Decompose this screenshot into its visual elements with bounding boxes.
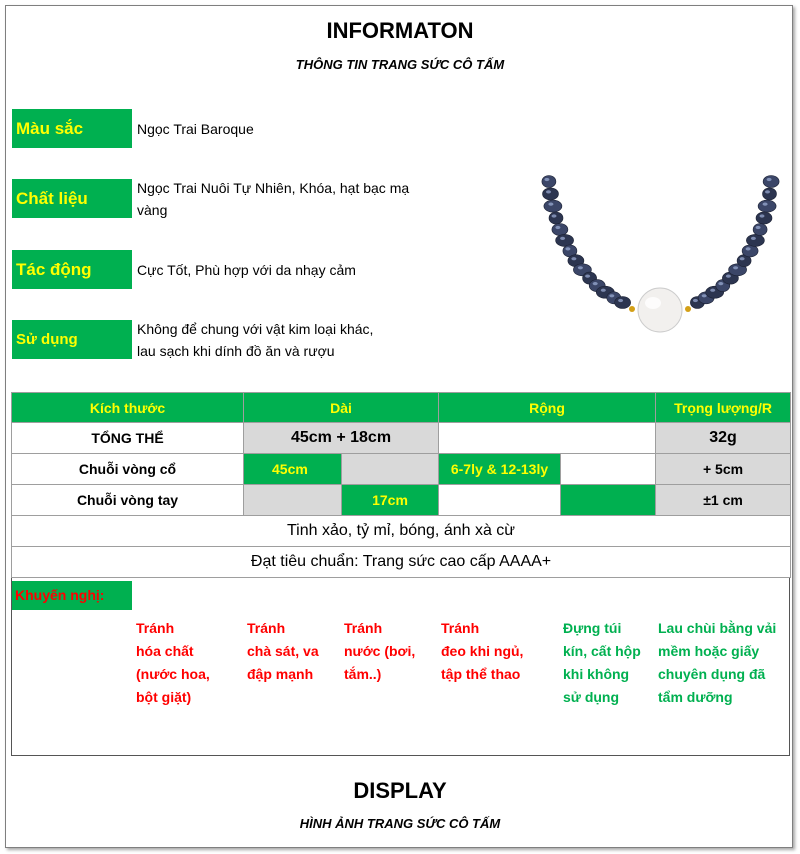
tip-line: đập mạnh xyxy=(247,666,314,682)
pearl-sheen xyxy=(548,203,553,206)
tip-line: chuyên dụng đã xyxy=(658,666,766,682)
gold-bead-right xyxy=(685,306,691,312)
display-title: DISPLAY xyxy=(353,778,447,803)
pearl-highlight xyxy=(645,297,661,309)
tip-avoid-water xyxy=(344,617,415,686)
header-length: Dài xyxy=(244,393,439,423)
recommendations-label: Khuyến nghị: xyxy=(12,581,132,610)
pearl-sheen xyxy=(746,247,751,250)
tip-store-in-box xyxy=(563,617,641,709)
dark-pearl xyxy=(543,188,559,200)
pearl-sheen xyxy=(546,190,551,193)
bracelet-length-empty xyxy=(244,485,342,516)
tip-line: Tránh xyxy=(344,620,383,636)
pearl-sheen xyxy=(571,257,576,260)
size-table xyxy=(11,392,791,578)
pearl-sheen xyxy=(765,190,770,193)
pearl-sheen xyxy=(718,282,723,285)
pearl-sheen xyxy=(618,299,623,302)
attr-value-line: Cực Tốt, Phù hợp với da nhạy cảm xyxy=(137,262,356,278)
pearl-sheen xyxy=(726,275,731,278)
total-length: 45cm + 18cm xyxy=(244,423,439,454)
pearl-sheen xyxy=(609,294,614,297)
tip-line: nước (bơi, xyxy=(344,643,416,659)
tip-line: (nước hoa, xyxy=(136,666,210,682)
dark-pearl xyxy=(615,297,631,309)
attr-value-line: vàng xyxy=(137,202,168,218)
total-label: TỔNG THỂ xyxy=(12,423,244,454)
attr-label-material: Chất liệu xyxy=(12,179,132,218)
table-row-total xyxy=(12,423,791,454)
total-width xyxy=(439,423,656,454)
pearl-sheen xyxy=(555,226,560,229)
necklace-length-empty xyxy=(342,454,439,485)
pearl-sheen xyxy=(767,178,772,181)
total-weight: 32g xyxy=(656,423,791,454)
necklace-width: 6-7ly & 12-13ly xyxy=(439,454,561,485)
header-weight: Trọng lượng/R xyxy=(656,393,791,423)
header-size: Kích thước xyxy=(12,393,244,423)
tip-line: Tránh xyxy=(441,620,480,636)
dark-pearl xyxy=(544,200,562,212)
pearl-sheen xyxy=(756,226,761,229)
tip-line: khi không xyxy=(563,666,630,682)
dark-pearl xyxy=(758,200,776,212)
pearl-necklace-photo xyxy=(520,138,790,338)
pearl-sheen xyxy=(585,275,590,278)
attr-value-usage xyxy=(137,318,457,362)
bracelet-label: Chuỗi vòng tay xyxy=(12,485,244,516)
pearl-sheen xyxy=(560,237,565,240)
dark-pearl xyxy=(549,212,563,224)
tip-clean-with-cloth xyxy=(658,617,776,709)
tip-line: Đựng túi xyxy=(563,620,622,636)
dark-pearl xyxy=(742,245,758,257)
bracelet-weight: ±1 cm xyxy=(656,485,791,516)
dark-pearl xyxy=(552,224,568,236)
attr-value-line: Ngọc Trai Baroque xyxy=(137,121,254,137)
necklace-width-empty xyxy=(561,454,656,485)
tip-line: kín, cất hộp xyxy=(563,643,641,659)
tip-line: Tránh xyxy=(247,620,286,636)
tip-line: tắm..) xyxy=(344,666,382,682)
bracelet-width-empty xyxy=(439,485,561,516)
pearl-sheen xyxy=(710,289,715,292)
attr-label-color: Màu sắc xyxy=(12,109,132,148)
quality-text: Tinh xảo, tỷ mỉ, bóng, ánh xà cừ xyxy=(12,516,791,547)
pearl-sheen xyxy=(751,237,756,240)
gold-bead-left xyxy=(629,306,635,312)
pearl-sheen xyxy=(733,266,738,269)
attr-value-line: lau sạch khi dính đồ ăn và rượu xyxy=(137,343,335,359)
table-row-bracelet xyxy=(12,485,791,516)
tip-avoid-impact xyxy=(247,617,319,686)
attr-value-effect xyxy=(137,259,457,281)
pearl-sheen xyxy=(578,266,583,269)
header-width: Rộng xyxy=(439,393,656,423)
pearl-sheen xyxy=(763,203,768,206)
table-row-quality xyxy=(12,516,791,547)
table-row-standard xyxy=(12,547,791,578)
pearl-sheen xyxy=(693,299,698,302)
pearl-sheen xyxy=(565,247,570,250)
dark-pearl xyxy=(753,224,767,236)
tip-line: sử dụng xyxy=(563,689,620,705)
necklace-weight: + 5cm xyxy=(656,454,791,485)
tip-avoid-chemicals xyxy=(136,617,210,709)
tip-line: hóa chất xyxy=(136,643,194,659)
table-row-necklace xyxy=(12,454,791,485)
standard-text: Đạt tiêu chuẩn: Trang sức cao cấp AAAA+ xyxy=(12,547,791,578)
display-subtitle: HÌNH ẢNH TRANG SỨC CÔ TẤM xyxy=(299,816,501,831)
tip-line: tập thể thao xyxy=(441,666,521,682)
bracelet-width-green xyxy=(561,485,656,516)
white-baroque-pearl xyxy=(638,288,682,332)
attr-value-line: Không để chung với vật kim loại khác, xyxy=(137,321,374,337)
dark-pearl xyxy=(756,212,772,224)
tip-line: đeo khi ngủ, xyxy=(441,643,524,659)
attr-value-color xyxy=(137,118,457,140)
dark-pearl xyxy=(746,234,764,246)
attr-value-material xyxy=(137,177,457,221)
page-title: INFORMATON xyxy=(326,18,474,43)
tip-line: chà sát, va xyxy=(247,643,319,659)
necklace-length: 45cm xyxy=(244,454,342,485)
pearl-sheen xyxy=(544,178,549,181)
tip-line: Tránh xyxy=(136,620,175,636)
pearl-sheen xyxy=(601,289,606,292)
dark-pearl xyxy=(763,176,779,188)
attr-label-usage: Sử dụng xyxy=(12,320,132,359)
pearl-sheen xyxy=(552,214,557,217)
tip-line: bột giặt) xyxy=(136,689,192,705)
pearl-sheen xyxy=(740,257,745,260)
dark-pearl xyxy=(763,188,777,200)
tip-line: Lau chùi bằng vải xyxy=(658,620,777,636)
pearl-sheen xyxy=(702,294,707,297)
dark-pearl xyxy=(556,234,574,246)
pearl-sheen xyxy=(593,282,598,285)
table-header-row xyxy=(12,393,791,423)
tip-line: tẩm dưỡng xyxy=(658,689,733,705)
tip-avoid-sleep-sport xyxy=(441,617,523,686)
bracelet-length: 17cm xyxy=(342,485,439,516)
attr-label-effect: Tác động xyxy=(12,250,132,289)
page-subtitle: THÔNG TIN TRANG SỨC CÔ TẤM xyxy=(295,57,505,72)
necklace-label: Chuỗi vòng cổ xyxy=(12,454,244,485)
dark-pearl xyxy=(542,176,556,188)
tip-line: mềm hoặc giấy xyxy=(658,643,760,659)
pearl-sheen xyxy=(760,214,765,217)
attr-value-line: Ngọc Trai Nuôi Tự Nhiên, Khóa, hạt bạc mạ xyxy=(137,180,410,196)
